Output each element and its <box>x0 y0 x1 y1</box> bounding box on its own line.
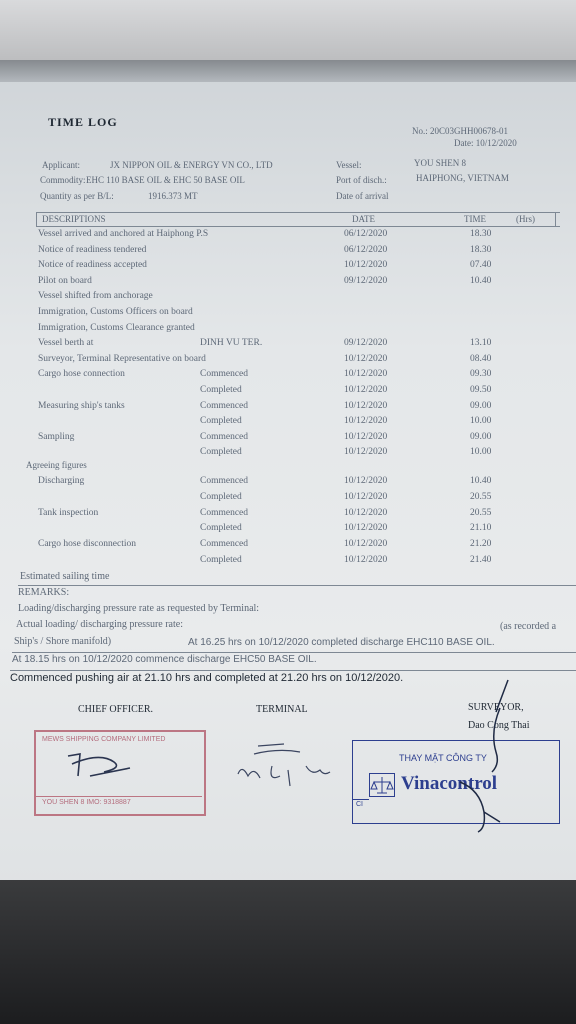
remarks-rule-3 <box>10 670 576 671</box>
row-time: 10.40 <box>470 275 492 286</box>
terminal-label: TERMINAL <box>256 704 308 715</box>
row-time: 08.40 <box>470 353 492 364</box>
port-label: Port of disch.: <box>336 175 387 185</box>
vinacontrol-brand: Vinacontrol <box>401 773 498 794</box>
row-date: 10/12/2020 <box>344 491 388 502</box>
table-row <box>0 338 576 352</box>
row-date: 10/12/2020 <box>344 539 388 550</box>
row-time: 09.00 <box>470 400 492 411</box>
row-description: Immigration, Customs Officers on board <box>38 307 193 317</box>
commodity-label: Commodity: <box>40 175 86 185</box>
document-number: No.: 20C03GHH00678-01 <box>412 126 508 136</box>
surveyor-label: SURVEYOR, <box>468 702 524 713</box>
row-date: 10/12/2020 <box>344 369 388 380</box>
remarks-line-2-note: (as recorded a <box>500 621 557 632</box>
row-time: 21.10 <box>470 523 492 534</box>
vessel-value: YOU SHEN 8 <box>414 158 467 168</box>
table-row <box>0 385 576 399</box>
table-row <box>0 276 576 290</box>
ship-stamp-bottom-text: YOU SHEN 8 IMO: 9318887 <box>42 799 131 806</box>
table-row <box>0 323 576 337</box>
surveyor-signature <box>400 672 540 842</box>
remarks-line-2: Actual loading/ discharging pressure rate: <box>16 619 183 630</box>
remarks-line-4: At 18.15 hrs on 10/12/2020 commence discharge EHC50 BASE OIL. <box>12 654 317 665</box>
row-date: 10/12/2020 <box>344 555 388 565</box>
table-row <box>0 508 576 522</box>
row-status: Commenced <box>200 507 249 518</box>
row-date: 06/12/2020 <box>344 229 388 239</box>
row-date: 10/12/2020 <box>344 523 388 534</box>
row-time: 18.30 <box>470 244 492 255</box>
remarks-rule-2 <box>12 652 576 653</box>
ship-stamp-divider <box>36 796 202 797</box>
estimated-sailing-time: Estimated sailing time <box>20 571 110 582</box>
table-row <box>0 229 576 243</box>
quantity-value: 1916.373 MT <box>148 191 198 201</box>
row-status: Commenced <box>200 431 249 442</box>
applicant-value: JX NIPPON OIL & ENERGY VN CO., LTD <box>110 160 273 170</box>
table-row <box>0 354 576 368</box>
row-status: Completed <box>200 523 242 534</box>
applicant-label: Applicant: <box>42 160 80 170</box>
row-time: 21.40 <box>470 555 492 565</box>
terminal-signature <box>228 736 348 796</box>
chief-officer-signature <box>60 746 140 786</box>
row-date: 10/12/2020 <box>344 507 388 518</box>
background-table-surface <box>0 880 576 1024</box>
row-date: 09/12/2020 <box>344 275 388 286</box>
table-row <box>0 492 576 506</box>
table-row <box>0 416 576 430</box>
port-value: HAIPHONG, VIETNAM <box>416 173 509 183</box>
row-description: Cargo hose connection <box>38 369 125 380</box>
col-descriptions: DESCRIPTIONS <box>42 214 106 224</box>
table-row <box>0 369 576 383</box>
row-description: Measuring ship's tanks <box>38 400 125 411</box>
table-row <box>0 260 576 274</box>
table-row <box>0 401 576 415</box>
row-date: 10/12/2020 <box>344 353 388 364</box>
row-description: Immigration, Customs Clearance granted <box>38 322 195 333</box>
row-time: 09.50 <box>470 385 492 395</box>
row-date: 10/12/2020 <box>344 385 388 395</box>
row-description: Notice of readiness accepted <box>38 260 147 271</box>
scales-icon <box>370 774 394 796</box>
row-time: 20.55 <box>470 507 492 518</box>
remarks-label: REMARKS: <box>18 587 70 598</box>
row-description: Notice of readiness tendered <box>38 244 147 255</box>
row-date: 10/12/2020 <box>344 447 388 458</box>
row-time: 20.55 <box>470 491 492 502</box>
row-description: Tank inspection <box>38 507 99 518</box>
surveyor-name: Dao Cong Thai <box>468 720 530 731</box>
vinacontrol-ci: CI <box>356 801 363 808</box>
row-status: Commenced <box>200 539 249 550</box>
commodity-value: EHC 110 BASE OIL & EHC 50 BASE OIL <box>86 175 245 185</box>
remarks-line-3: At 16.25 hrs on 10/12/2020 completed discharge EHC110 BASE OIL. <box>188 637 495 648</box>
time-log-document <box>0 60 576 890</box>
row-time: 09.00 <box>470 431 492 442</box>
row-time: 13.10 <box>470 338 492 349</box>
row-description: Vessel berth at <box>38 338 94 349</box>
remarks-line-1: Loading/discharging pressure rate as requested by Terminal: <box>18 603 260 614</box>
row-time: 21.20 <box>470 539 492 550</box>
row-description: Sampling <box>38 431 75 442</box>
table-row <box>0 539 576 553</box>
col-time: TIME <box>464 214 486 224</box>
document-title: TIME LOG <box>48 115 118 129</box>
row-description: Cargo hose disconnection <box>38 539 136 550</box>
row-date: 10/12/2020 <box>344 416 388 427</box>
row-status: Completed <box>200 447 242 458</box>
row-status: Commenced <box>200 400 249 411</box>
vinacontrol-ci-divider <box>353 799 369 800</box>
vessel-label: Vessel: <box>336 160 362 170</box>
row-time: 10.40 <box>470 476 492 486</box>
paper-top-edge-shadow <box>0 60 576 82</box>
row-status: Commenced <box>200 476 249 486</box>
row-status: Completed <box>200 491 242 502</box>
row-date: 10/12/2020 <box>344 400 388 411</box>
vinacontrol-logo-icon <box>369 773 395 797</box>
row-time: 07.40 <box>470 260 492 271</box>
row-description: Pilot on board <box>38 275 92 286</box>
remarks-rule <box>18 585 576 586</box>
row-time: 18.30 <box>470 229 492 239</box>
table-row <box>0 307 576 321</box>
col-date: DATE <box>352 214 375 224</box>
row-date: 09/12/2020 <box>344 338 388 349</box>
row-description: Vessel shifted from anchorage <box>38 291 153 302</box>
table-row <box>0 245 576 259</box>
row-time: 09.30 <box>470 369 492 380</box>
remarks-line-3-label: Ship's / Shore manifold) <box>14 636 112 647</box>
quantity-label: Quantity as per B/L: <box>40 191 114 201</box>
row-date: 10/12/2020 <box>344 476 388 486</box>
row-status: DINH VU TER. <box>200 338 263 349</box>
chief-officer-label: CHIEF OFFICER. <box>78 704 154 715</box>
table-row <box>0 476 576 490</box>
col-hrs: (Hrs) <box>516 214 535 224</box>
row-time: 10.00 <box>470 447 492 458</box>
agreeing-figures: Agreeing figures <box>26 460 87 470</box>
table-top-rule <box>36 212 560 213</box>
table-left-rule <box>36 212 37 226</box>
table-right-rule <box>555 212 556 226</box>
row-description: Vessel arrived and anchored at Haiphong P.S <box>38 229 209 239</box>
row-description: Surveyor, Terminal Representative on board <box>38 353 206 364</box>
table-row <box>0 291 576 305</box>
table-row <box>0 555 576 569</box>
row-status: Completed <box>200 555 242 565</box>
document-date: Date: 10/12/2020 <box>454 138 517 148</box>
remarks-line-5: Commenced pushing air at 21.10 hrs and completed at 21.20 hrs on 10/12/2020. <box>10 672 404 684</box>
row-status: Completed <box>200 385 242 395</box>
row-date: 10/12/2020 <box>344 431 388 442</box>
row-status: Completed <box>200 416 242 427</box>
row-time: 10.00 <box>470 416 492 427</box>
ship-stamp-top-text: MEWS SHIPPING COMPANY LIMITED <box>42 736 166 743</box>
table-row <box>0 523 576 537</box>
table-row <box>0 432 576 446</box>
arrival-label: Date of arrival <box>336 191 389 201</box>
row-date: 10/12/2020 <box>344 260 388 271</box>
vinacontrol-stamp-top-text: THAY MẶT CÔNG TY <box>399 753 487 763</box>
row-description: Discharging <box>38 476 85 486</box>
row-date: 06/12/2020 <box>344 244 388 255</box>
table-header-rule <box>36 226 560 227</box>
row-status: Commenced <box>200 369 249 380</box>
